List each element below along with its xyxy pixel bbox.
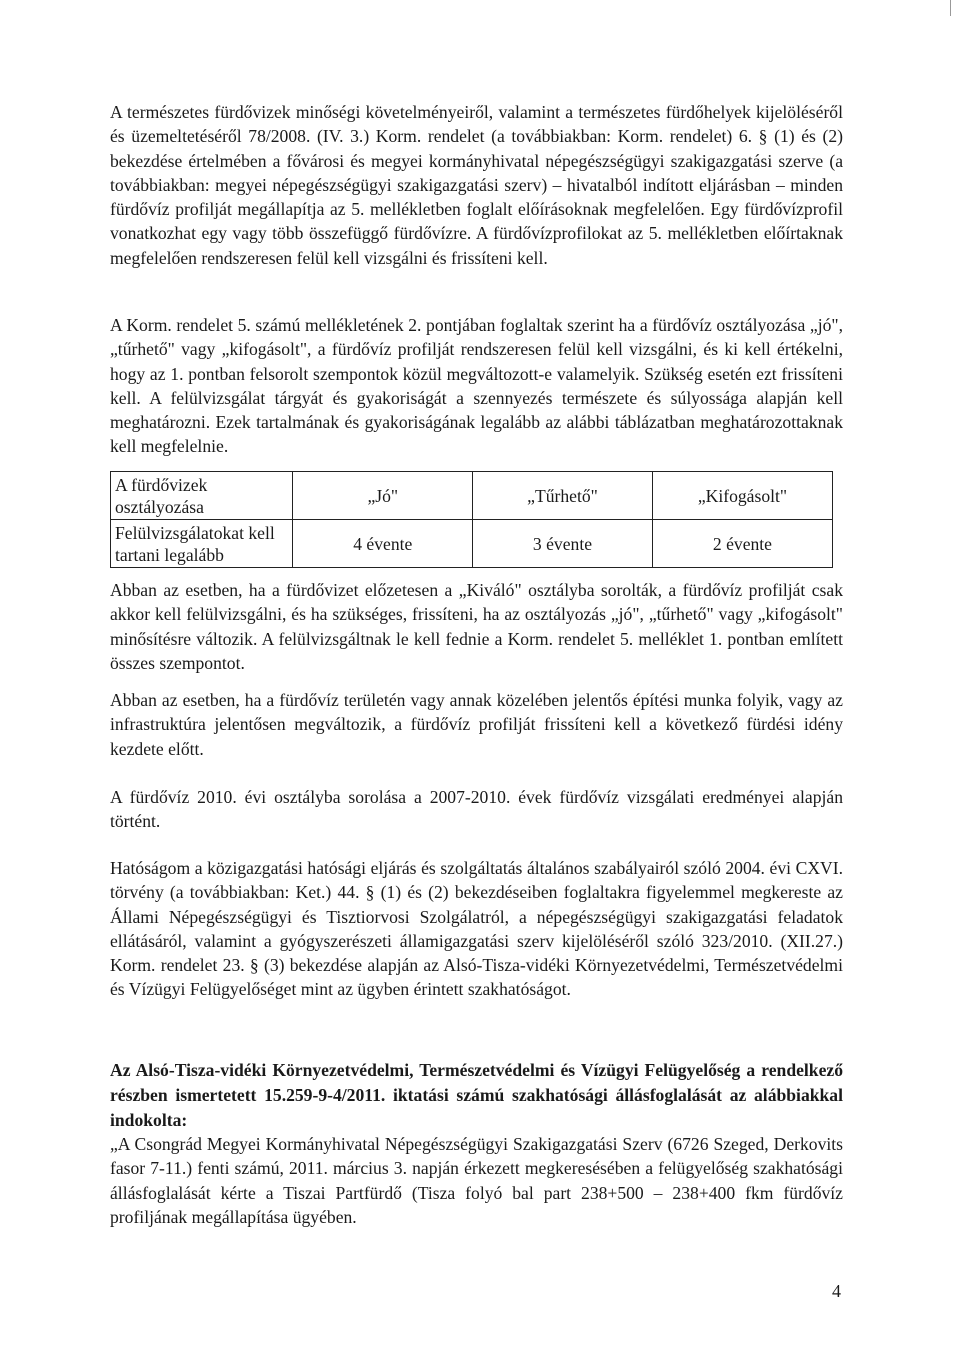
table-row bbox=[111, 520, 833, 568]
review-frequency-table bbox=[110, 471, 833, 568]
table-cell: 4 évente bbox=[293, 520, 473, 568]
paragraph-intro: A természetes fürdővizek minőségi követelményeiről, valamint a természetes fürdőhelyek kijelöléséről és üzemeltetéséről 78/2008. (IV. 3.) Korm. rendelet (a továbbiakban: Korm. rendelet) 6. § (1) és (2) bekezdése értelmében a fővárosi és megyei kormányhivatal népegészségügyi szakigazgatási szerve (a továbbiakban: megyei népegészségügyi szakigazgatási szerv) – hivatalból indított eljárásban – minden fürdővíz profilját megállapítja az 5. mellékletben foglalt előírásoknak megfelelően. Egy fürdővízprofil vonatkozhat egy vagy több összefüggő fürdővízre. A fürdővízprofilokat az 5. mellékletben előírtaknak megfelelően rendszeresen felül kell vizsgálni és frissíteni kell. bbox=[110, 102, 843, 268]
table-cell: „Tűrhető" bbox=[473, 472, 653, 520]
paragraph-inspectorate-heading: Az Alsó-Tisza-vidéki Környezetvédelmi, Természetvédelmi és Vízügyi Felügyelőség a rendelkező részben ismertetett 15.259-9-4/2011. iktatási számú szakhatósági állásfoglalását az alábbiakkal indokolta: bbox=[110, 1060, 843, 1130]
table-cell: 3 évente bbox=[473, 520, 653, 568]
page-number: 4 bbox=[832, 1281, 841, 1301]
paragraph-excellent-class: Abban az esetben, ha a fürdővizet előzetesen a „Kiváló" osztályba sorolták, a fürdővíz profilját csak akkor kell felülvizsgálni, és ha szükséges, frissíteni, ha az osztályozás „jó", „tűrhető" vagy „kifogásolt" minősítésre változik. A felülvizsgáltnak le kell fednie a Korm. rendelet 5. melléklet 1. pontban említett összes szempontot. bbox=[110, 580, 843, 673]
table-row-header: A fürdővizek osztályozása bbox=[111, 472, 293, 520]
paragraph-authority-request: Hatóságom a közigazgatási hatósági eljárás és szolgáltatás általános szabályairól szóló 2004. évi CXVI. törvény (a továbbiakban: Ket.) 44. § (1) és (2) bekezdéseiben foglaltakra figyelemmel megkereste az Állami Népegészségügyi és Tisztiorvosi Szolgálatról, a népegészségügyi szakigazgatási feladatok ellátásáról, valamint a gyógyszerészeti államigazgatási szerv kijelöléséről szóló 323/2010. (XII.27.) Korm. rendelet 23. § (3) bekezdése alapján az Alsó-Tisza-vidéki Környezetvédelmi, Természetvédelmi és Vízügyi Felügyelőséget mint az ügyben érintett szakhatóságot. bbox=[110, 858, 843, 1000]
table-cell: „Jó" bbox=[293, 472, 473, 520]
paragraph-annex-review: A Korm. rendelet 5. számú mellékletének 2. pontjában foglaltak szerint ha a fürdővíz osztályozása „jó", „tűrhető" vagy „kifogásolt", a fürdővíz profilját rendszeresen felül kell vizsgálni, és ki kell értékelni, hogy az 1. pontban felsorolt szempontok közül megváltozott-e valamelyik. Szükség esetén ezt frissíteni kell. A felülvizsgálat tárgyát és gyakoriságát a szennyezés természete és súlyossága alapján kell meghatározni. Ezek tartalmának és gyakoriságának legalább az alábbi táblázatban meghatározottaknak kell megfelelnie. bbox=[110, 315, 843, 457]
scan-edge-mark bbox=[950, 0, 951, 16]
paragraph-quoted-request: „A Csongrád Megyei Kormányhivatal Népegészségügyi Szakigazgatási Szerv (6726 Szeged, Derkovits fasor 7-11.) fenti számú, 2011. március 3. napján érkezett megkeresésében a felügyelőség szakhatósági állásfoglalását kérte a Tiszai Partfürdő (Tisza folyó bal part 238+500 – 238+400 fkm fürdővíz profiljának megállapítása ügyében. bbox=[110, 1134, 843, 1227]
table-cell: 2 évente bbox=[652, 520, 832, 568]
paragraph-construction: Abban az esetben, ha a fürdővíz területén vagy annak közelében jelentős építési munka folyik, vagy az infrastruktúra jelentősen megváltozik, a fürdővíz profilját frissíteni kell a következő fürdési idény kezdete előtt. bbox=[110, 690, 843, 759]
table-row bbox=[111, 472, 833, 520]
table-cell: „Kifogásolt" bbox=[652, 472, 832, 520]
table-row-header: Felülvizsgálatokat kell tartani legalább bbox=[111, 520, 293, 568]
paragraph-classification-2010: A fürdővíz 2010. évi osztályba sorolása a 2007-2010. évek fürdővíz vizsgálati eredményei alapján történt. bbox=[110, 787, 843, 832]
